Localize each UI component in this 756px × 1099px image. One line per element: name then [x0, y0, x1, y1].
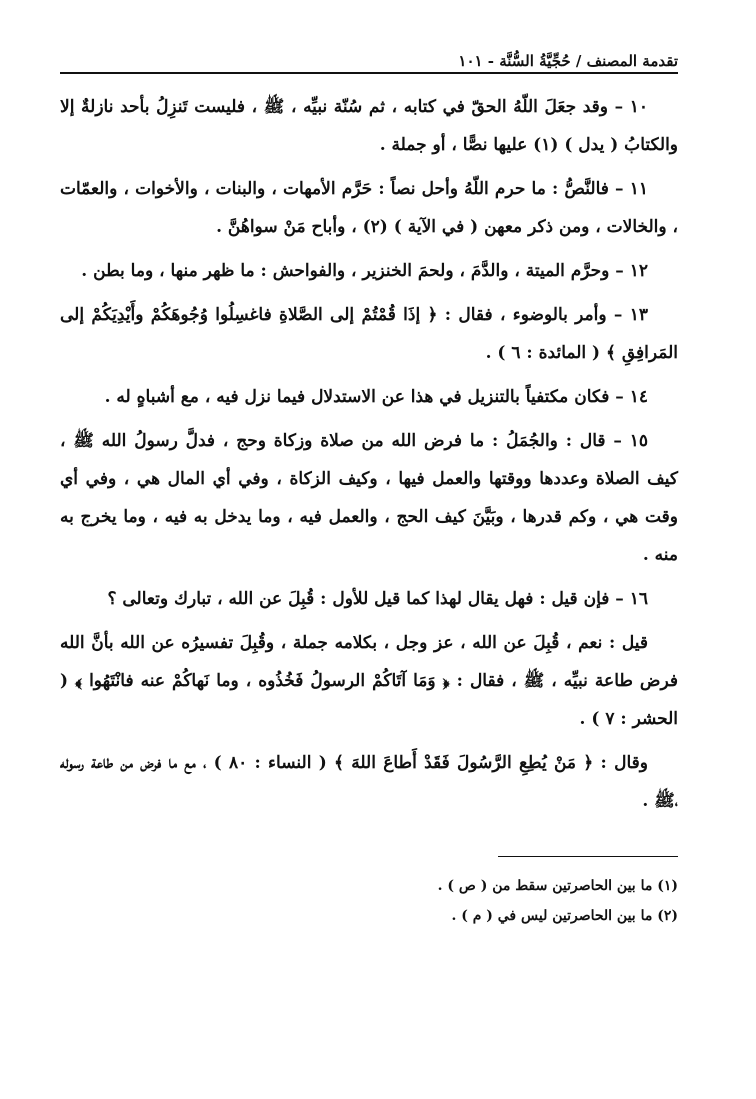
running-header	[60, 42, 678, 74]
paragraph-answer: قيل : نعم ، قُبِلَ عن الله ، عز وجل ، بكلامه جملة ، وقُبِلَ تفسيرُه عن الله بأنَّ الله فرض طاعة نبيِّه ، ﷺ ، فقال : ﴿ وَمَا آتَاكُمْ الرسولُ فَخُذُوه ، وما نَهاكُمْ عنه فانْتَهُوا ﴾ ( الحشر : ٧ ) .	[60, 633, 678, 729]
footnote-1: (١) ما بين الحاصرتين سقط من ( ص ) .	[437, 878, 678, 894]
paragraph-quote: وقال : ﴿ مَنْ يُطِعِ الرَّسُولَ فَقَدْ أَطاعَ اللهَ ﴾ ( النساء : ٨٠ ) ، مع ما فرض من طاعة رسوله ،ﷺ .	[60, 753, 678, 811]
paragraph-12: ١٢ – وحرَّم الميتة ، والدَّمَ ، ولحمَ الخنزير ، والفواحش : ما ظهر منها ، وما بطن .	[81, 261, 648, 281]
paragraph-16: ١٦ – فإن قيل : فهل يقال لهذا كما قيل للأول : قُبِلَ عن الله ، تبارك وتعالى ؟	[107, 589, 648, 609]
paragraph-15: ١٥ – قال : والجُمَلُ : ما فرض الله من صلاة وزكاة وحج ، فدلَّ رسولُ الله ﷺ ، كيف الصلاة وعددها ووقتها والعمل فيها ، وكيف الزكاة ، وفي أي المال هي ، وفي أي وقت هي ، وكم قدرها ، وبَيَّنَ كيف الحج ، والعمل فيه ، وما يدخل به فيه ، وما يخرج به منه .	[60, 431, 678, 565]
footnotes	[60, 871, 678, 931]
paragraph-10: ١٠ – وقد جعَلَ اللّهُ الحقّ في كتابه ، ثم سُنّة نبيِّه ، ﷺ ، فليست تَنزِلُ بأحد نازلةٌ إلا والكتابُ ( يدل ) (١) عليها نصًّا ، أو جملة .	[60, 97, 678, 155]
book-page	[60, 42, 678, 1079]
header-title: تقدمة المصنف / حُجِّيَّةُ السُّنَّة - ١٠١	[458, 52, 678, 70]
paragraph-13: ١٣ – وأمر بالوضوء ، فقال : ﴿ إذَا قُمْتُمْ إلى الصَّلاةِ فاغسِلُوا وُجُوهَكُمْ وأَيْدِيَكُمْ إلى المَرافِقِ ﴾ ( المائدة : ٦ ) .	[60, 305, 678, 363]
footnote-2: (٢) ما بين الحاصرتين ليس في ( م ) .	[451, 908, 678, 924]
page-body	[60, 88, 678, 820]
paragraph-11: ١١ – فالنَّصُّ : ما حرم اللّهُ وأحل نصاً : حَرَّم الأمهات ، والبنات ، والأخوات ، والعمّات ، والخالات ، ومن ذكر معهن ( في الآية ) (٢) ، وأباح مَنْ سواهُنَّ .	[60, 179, 678, 237]
paragraph-14: ١٤ – فكان مكتفياً بالتنزيل في هذا عن الاستدلال فيما نزل فيه ، مع أشباهٍ له .	[104, 387, 648, 407]
footnote-separator	[498, 856, 678, 857]
